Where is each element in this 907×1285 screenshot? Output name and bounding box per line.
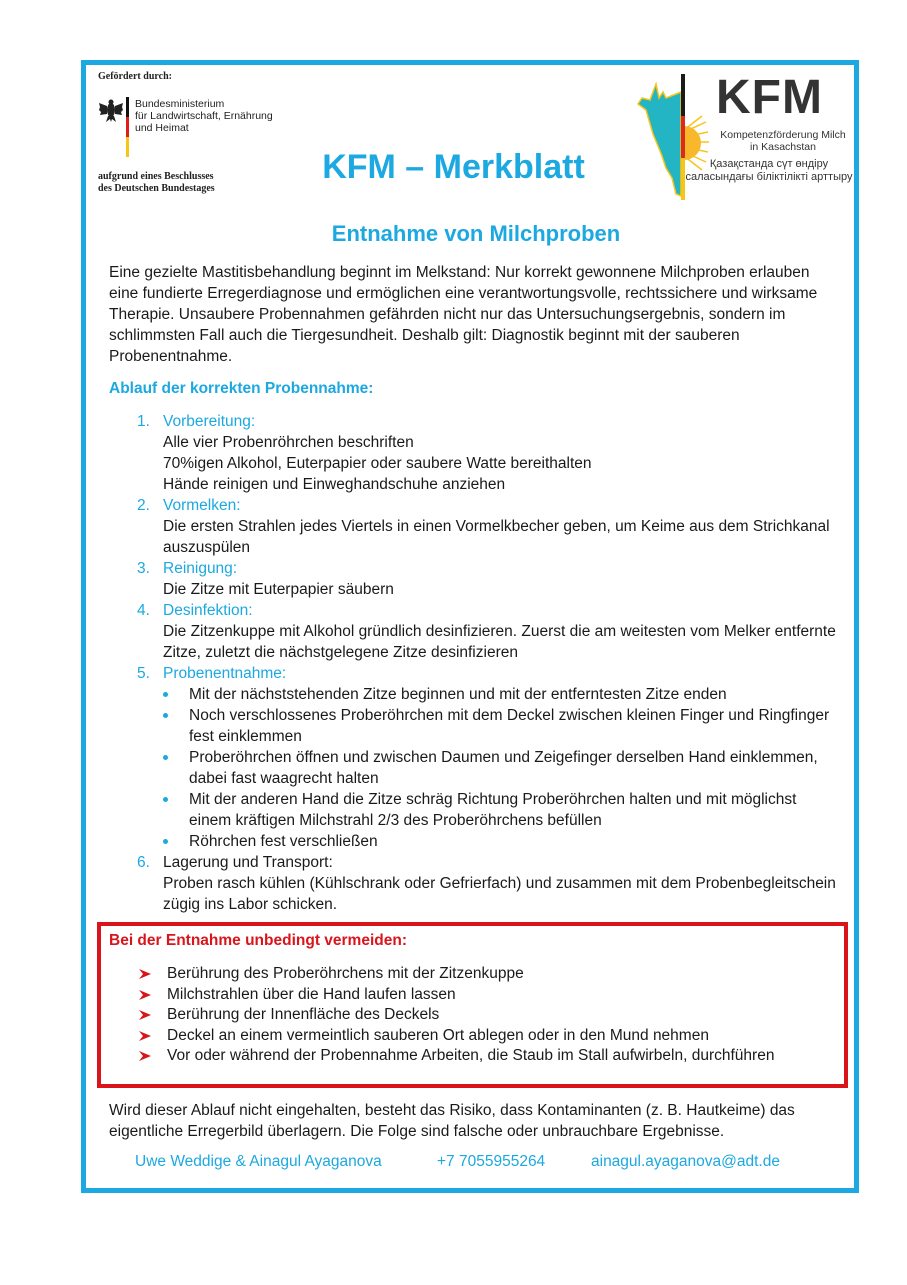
avoid-box [97,922,848,1088]
procedure-heading: Ablauf der korrekten Probennahme: [109,380,374,397]
step-item [109,558,839,600]
bullet-dot-icon [163,755,168,760]
step-item [109,495,839,558]
step-text: Die Zitzenkuppe mit Alkohol gründlich desinfizieren. Zuerst die am weitesten vom Melker entfernte Zitze, zuletzt die nächstgelegene Zitze desinfizieren [163,623,836,661]
bullet-dot-icon [163,839,168,844]
step-number: 6. [137,854,150,871]
bullet-text: Noch verschlossenes Proberöhrchen mit dem Deckel zwischen kleinen Finger und Ringfinger fest einklemmen [189,707,830,745]
step-item [109,663,839,852]
logo-title: KFM [716,71,823,124]
page-subtitle: Entnahme von Milchproben [331,221,621,246]
avoid-item [139,985,839,1006]
avoid-list [139,964,839,1067]
arrow-bullet-icon [139,989,151,1001]
step-title: Desinfektion: [163,602,253,619]
avoid-item [139,1005,839,1026]
step-number: 4. [137,602,150,619]
step-item [109,600,839,663]
contact-email[interactable]: ainagul.ayaganova@adt.de [591,1153,780,1170]
closing-paragraph: Wird dieser Ablauf nicht eingehalten, besteht das Risiko, dass Kontaminanten (z. B. Hautkeime) das eigentliche Erregerbild überlagern. Die Folge sind falsche oder unbrauchbare Ergebnisse. [109,1102,795,1140]
procedure-steps [109,411,839,915]
intro-paragraph: Eine gezielte Mastitisbehandlung beginnt im Melkstand: Nur korrekt gewonnene Milchproben erlauben eine fundierte Erregerdiagnose und ermöglichen eine verantwortungsvolle, rechtssichere und wirksame Therapie. Unsaubere Probennahmen gefährden nicht nur das Untersuchungsergebnis, sondern im schlimmsten Fall auch die Tiergesundheit. Deshalb gilt: Diagnostik beginnt mit der sauberen Probenentnahme. [109,264,818,365]
arrow-bullet-icon [139,968,151,980]
step-number: 5. [137,665,150,682]
arrow-bullet-icon [139,1050,151,1062]
bullet-text: Mit der anderen Hand die Zitze schräg Richtung Proberöhrchen halten und mit möglichst einem kräftigen Milchstrahl 2/3 des Proberöhrchens befüllen [189,791,797,829]
bullet-dot-icon [163,797,168,802]
bullet-item [163,789,839,831]
avoid-text: Vor oder während der Probennahme Arbeiten, die Staub im Stall aufwirbeln, durchführen [167,1047,775,1064]
avoid-heading: Bei der Entnahme unbedingt vermeiden: [109,932,407,949]
contact-phone[interactable]: +7 7055955264 [437,1153,546,1170]
arrow-bullet-icon [139,1030,151,1042]
step-text: Proben rasch kühlen (Kühlschrank oder Gefrierfach) und zusammen mit dem Probenbegleitschein zügig ins Labor schicken. [163,875,836,913]
bullet-item [163,747,839,789]
step-title: Lagerung und Transport: [163,854,333,871]
bullet-text: Mit der nächststehenden Zitze beginnen und mit der entferntesten Zitze enden [189,686,727,703]
bullet-dot-icon [163,713,168,718]
arrow-bullet-icon [139,1009,151,1021]
step-number: 3. [137,560,150,577]
bullet-dot-icon [163,692,168,697]
step-item [109,852,839,915]
step-text: Die ersten Strahlen jedes Viertels in einen Vormelkbecher geben, um Keime aus dem Strichkanal auszuspülen [163,518,830,556]
avoid-text: Berührung der Innenfläche des Deckels [167,1006,440,1023]
bullet-item [163,705,839,747]
page-title: KFM – Merkblatt [322,148,585,186]
step-text: Die Zitze mit Euterpapier säubern [163,581,394,598]
ministry-logo [98,71,278,216]
step-text: Hände reinigen und Einweghandschuhe anziehen [163,476,506,493]
step-title: Vorbereitung: [163,413,256,430]
step-title: Probenentnahme: [163,665,287,682]
avoid-text: Berührung des Proberöhrchens mit der Zitzenkuppe [167,965,524,982]
contact-names: Uwe Weddige & Ainagul Ayaganova [135,1153,382,1170]
step-number: 1. [137,413,150,430]
ministry-name: Bundesministerium für Landwirtschaft, Ernährung und Heimat [135,98,273,134]
funding-label: Gefördert durch: [98,71,172,82]
main-content [109,262,839,915]
step-number: 2. [137,497,150,514]
step-item [109,411,839,495]
avoid-text: Deckel an einem vermeintlich sauberen Ort ablegen oder in den Mund nehmen [167,1026,709,1044]
bullet-text: Röhrchen fest verschließen [189,833,378,850]
bundestag-decision: aufgrund eines Beschlusses des Deutschen Bundestages [98,171,215,194]
federal-eagle-icon [98,97,124,123]
sampling-bullets [163,684,839,852]
step-title: Reinigung: [163,560,238,577]
avoid-text: Milchstrahlen über die Hand laufen lassen [167,985,456,1003]
logo-subtitle-de: Kompetenzförderung Milch in Kasachstan [720,129,846,153]
step-title: Vormelken: [163,497,241,514]
avoid-item [139,964,839,985]
bullet-item [163,684,839,705]
step-text: Alle vier Probenröhrchen beschriften [163,434,414,451]
avoid-item [139,1026,839,1047]
bullet-item [163,831,839,852]
step-text: 70%igen Alkohol, Euterpapier oder saubere Watte bereithalten [163,455,592,472]
avoid-item [139,1046,839,1067]
logo-subtitle-kz: Қазақстанда сүт өндіру саласындағы біліктілікті арттыру [685,158,853,183]
bullet-text: Proberöhrchen öffnen und zwischen Daumen und Zeigefinger derselben Hand einklemmen, dabei fast waagrecht halten [189,749,818,787]
